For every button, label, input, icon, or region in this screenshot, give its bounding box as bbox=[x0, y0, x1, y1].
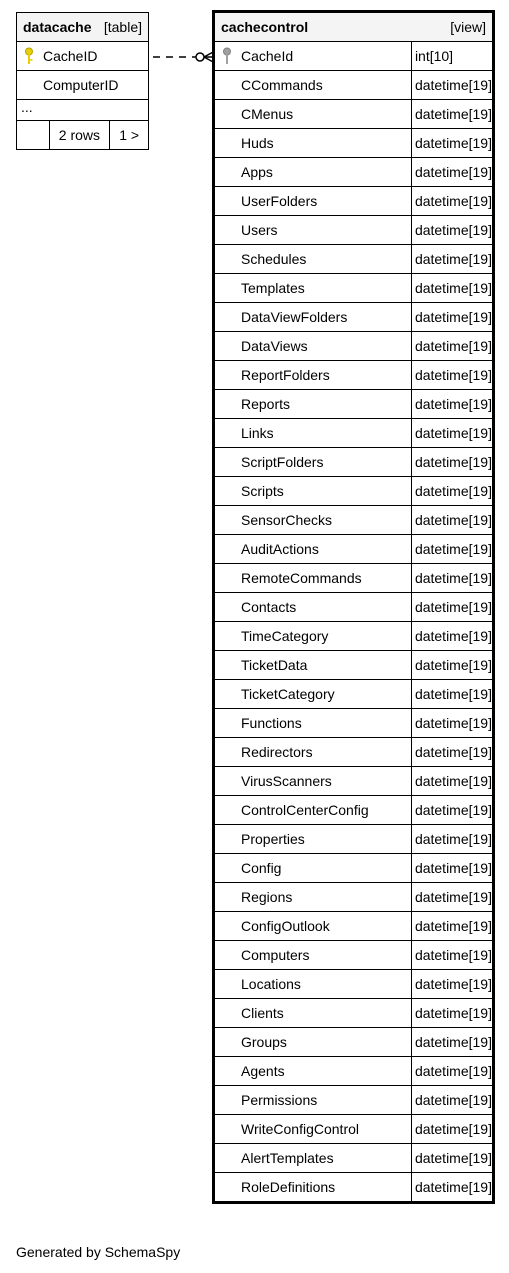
column-name: RemoteCommands bbox=[241, 570, 362, 586]
table-row[interactable] bbox=[215, 332, 493, 361]
column-type: datetime[19] bbox=[411, 680, 492, 709]
column-type: datetime[19] bbox=[411, 332, 492, 361]
view-key-icon bbox=[222, 47, 232, 65]
column-name: Users bbox=[241, 222, 278, 238]
column-type: datetime[19] bbox=[411, 1115, 492, 1144]
column-type: datetime[19] bbox=[411, 158, 492, 187]
column-name: TicketData bbox=[241, 657, 308, 673]
column-name: Schedules bbox=[241, 251, 307, 267]
table-kind: [view] bbox=[450, 19, 486, 35]
column-type: datetime[19] bbox=[411, 651, 492, 680]
column-type: datetime[19] bbox=[411, 129, 492, 158]
column-list bbox=[215, 42, 493, 1202]
column-type: datetime[19] bbox=[411, 216, 492, 245]
ellipsis-row bbox=[17, 100, 149, 121]
column-type: datetime[19] bbox=[411, 1086, 492, 1115]
table-row[interactable] bbox=[215, 274, 493, 303]
column-type: datetime[19] bbox=[411, 100, 492, 129]
table-row[interactable] bbox=[17, 42, 149, 71]
page-link[interactable]: 1 > bbox=[110, 121, 149, 150]
column-type: datetime[19] bbox=[411, 535, 492, 564]
pager-row bbox=[17, 121, 149, 150]
table-row[interactable] bbox=[215, 622, 493, 651]
column-type: datetime[19] bbox=[411, 622, 492, 651]
column-name: Reports bbox=[241, 396, 291, 412]
column-type: int[10] bbox=[411, 42, 492, 71]
table-row[interactable] bbox=[215, 1028, 493, 1057]
column-name: Scripts bbox=[241, 483, 284, 499]
column-type: datetime[19] bbox=[411, 1057, 492, 1086]
ellipsis: ... bbox=[21, 99, 33, 115]
column-type: datetime[19] bbox=[411, 448, 492, 477]
column-type: datetime[19] bbox=[411, 390, 492, 419]
table-row[interactable] bbox=[215, 100, 493, 129]
column-name: ReportFolders bbox=[241, 367, 330, 383]
column-type: datetime[19] bbox=[411, 71, 492, 100]
table-row[interactable] bbox=[215, 419, 493, 448]
column-name: Clients bbox=[241, 1005, 284, 1021]
column-type: datetime[19] bbox=[411, 593, 492, 622]
column-name: CMenus bbox=[241, 106, 294, 122]
table-row[interactable] bbox=[215, 1144, 493, 1173]
column-type: datetime[19] bbox=[411, 477, 492, 506]
column-type: datetime[19] bbox=[411, 274, 492, 303]
column-name: Config bbox=[241, 860, 282, 876]
table-row[interactable] bbox=[215, 303, 493, 332]
datacache-table[interactable] bbox=[16, 12, 149, 150]
table-row[interactable] bbox=[215, 767, 493, 796]
table-row[interactable] bbox=[215, 245, 493, 274]
table-row[interactable] bbox=[215, 941, 493, 970]
zero-cardinality-marker bbox=[196, 53, 204, 61]
column-name: Regions bbox=[241, 889, 293, 905]
table-row[interactable] bbox=[215, 477, 493, 506]
column-name: Computers bbox=[241, 947, 310, 963]
column-name: Templates bbox=[241, 280, 305, 296]
table-row[interactable] bbox=[17, 71, 149, 100]
column-name: Functions bbox=[241, 715, 302, 731]
table-row[interactable] bbox=[215, 390, 493, 419]
column-type: datetime[19] bbox=[411, 912, 492, 941]
column-name: DataViewFolders bbox=[241, 309, 348, 325]
column-type: datetime[19] bbox=[411, 361, 492, 390]
table-row[interactable] bbox=[215, 1115, 493, 1144]
row-count: 2 rows bbox=[49, 121, 110, 150]
table-row[interactable] bbox=[215, 564, 493, 593]
column-name: Huds bbox=[241, 135, 274, 151]
column-name: Properties bbox=[241, 831, 305, 847]
table-row[interactable] bbox=[215, 651, 493, 680]
table-row[interactable] bbox=[215, 1173, 493, 1202]
column-name: CCommands bbox=[241, 77, 323, 93]
column-type: datetime[19] bbox=[411, 796, 492, 825]
column-name: SensorChecks bbox=[241, 512, 333, 528]
table-row[interactable] bbox=[215, 970, 493, 999]
column-name: Redirectors bbox=[241, 744, 313, 760]
table-row[interactable] bbox=[215, 535, 493, 564]
column-type: datetime[19] bbox=[411, 883, 492, 912]
column-name: ComputerID bbox=[43, 77, 119, 93]
table-row[interactable] bbox=[215, 71, 493, 100]
table-row[interactable] bbox=[215, 999, 493, 1028]
table-row[interactable] bbox=[215, 854, 493, 883]
table-kind: [table] bbox=[103, 19, 142, 35]
table-row[interactable] bbox=[215, 680, 493, 709]
column-type: datetime[19] bbox=[411, 825, 492, 854]
column-name: Groups bbox=[241, 1034, 287, 1050]
table-row[interactable] bbox=[215, 448, 493, 477]
column-name: VirusScanners bbox=[241, 773, 332, 789]
table-row[interactable] bbox=[215, 709, 493, 738]
column-name: Agents bbox=[241, 1063, 285, 1079]
column-name: DataViews bbox=[241, 338, 308, 354]
column-type: datetime[19] bbox=[411, 564, 492, 593]
table-row[interactable] bbox=[215, 825, 493, 854]
column-type: datetime[19] bbox=[411, 767, 492, 796]
column-type: datetime[19] bbox=[411, 245, 492, 274]
table-row[interactable] bbox=[215, 1086, 493, 1115]
column-type: datetime[19] bbox=[411, 1173, 492, 1202]
column-type: datetime[19] bbox=[411, 941, 492, 970]
column-name: CacheId bbox=[241, 48, 294, 64]
table-row[interactable] bbox=[215, 796, 493, 825]
column-type: datetime[19] bbox=[411, 419, 492, 448]
table-row[interactable] bbox=[215, 187, 493, 216]
table-row[interactable] bbox=[215, 129, 493, 158]
column-name: CacheID bbox=[43, 48, 98, 64]
table-name: cachecontrol bbox=[221, 19, 309, 35]
table-row[interactable] bbox=[215, 883, 493, 912]
column-name: AlertTemplates bbox=[241, 1150, 334, 1166]
table-row[interactable] bbox=[215, 912, 493, 941]
column-name: AuditActions bbox=[241, 541, 319, 557]
column-type: datetime[19] bbox=[411, 506, 492, 535]
column-type: datetime[19] bbox=[411, 854, 492, 883]
table-row[interactable] bbox=[215, 361, 493, 390]
column-name: Locations bbox=[241, 976, 301, 992]
column-type: datetime[19] bbox=[411, 999, 492, 1028]
table-header bbox=[215, 13, 493, 42]
column-type: datetime[19] bbox=[411, 303, 492, 332]
column-name: ConfigOutlook bbox=[241, 918, 330, 934]
cachecontrol-view[interactable] bbox=[214, 12, 493, 1202]
table-row[interactable] bbox=[215, 158, 493, 187]
column-name: Contacts bbox=[241, 599, 297, 615]
table-row[interactable] bbox=[215, 506, 493, 535]
generator-credit: Generated by SchemaSpy bbox=[16, 1244, 181, 1260]
column-type: datetime[19] bbox=[411, 709, 492, 738]
column-type: datetime[19] bbox=[411, 187, 492, 216]
table-row[interactable] bbox=[215, 216, 493, 245]
column-name: ControlCenterConfig bbox=[241, 802, 369, 818]
table-name: datacache bbox=[23, 19, 92, 35]
table-row[interactable] bbox=[215, 738, 493, 767]
table-row[interactable] bbox=[215, 1057, 493, 1086]
table-row[interactable] bbox=[215, 593, 493, 622]
column-name: Permissions bbox=[241, 1092, 318, 1108]
column-name: Links bbox=[241, 425, 274, 441]
column-name: Apps bbox=[241, 164, 273, 180]
table-row[interactable] bbox=[215, 42, 493, 71]
column-name: ScriptFolders bbox=[241, 454, 324, 470]
column-type: datetime[19] bbox=[411, 1028, 492, 1057]
column-name: TimeCategory bbox=[241, 628, 329, 644]
table-header bbox=[17, 13, 149, 42]
column-type: datetime[19] bbox=[411, 738, 492, 767]
column-name: RoleDefinitions bbox=[241, 1179, 336, 1195]
column-type: datetime[19] bbox=[411, 970, 492, 999]
primary-key-icon bbox=[24, 47, 34, 65]
column-name: TicketCategory bbox=[241, 686, 335, 702]
column-type: datetime[19] bbox=[411, 1144, 492, 1173]
column-name: UserFolders bbox=[241, 193, 318, 209]
column-name: WriteConfigControl bbox=[241, 1121, 360, 1137]
